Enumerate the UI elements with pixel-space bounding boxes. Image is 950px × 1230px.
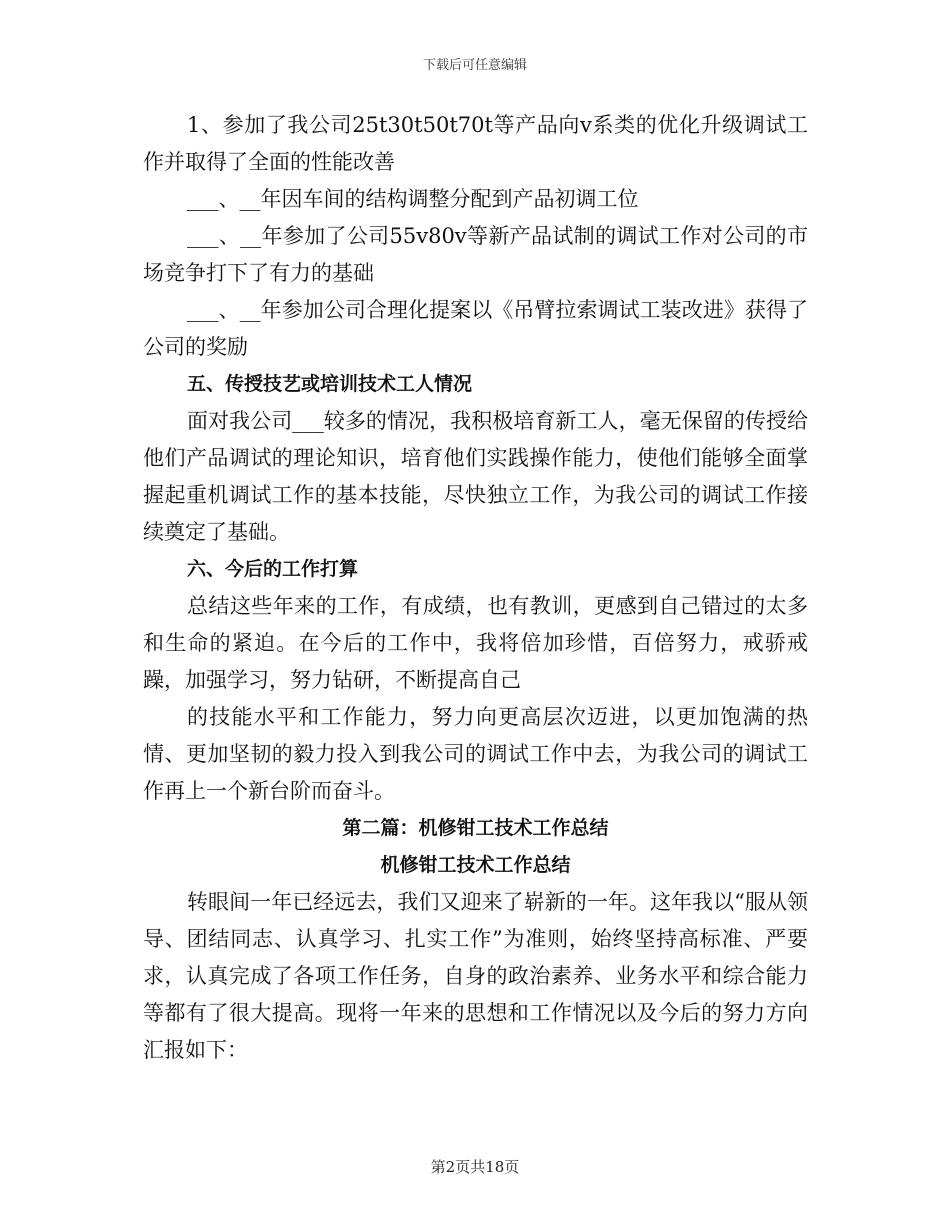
article-title: 机修钳工技术工作总结: [380, 854, 571, 876]
document-body: [143, 107, 808, 1069]
paragraph-item-3: ___、__年参加了公司55v80v等新产品试制的调试工作对公司的市场竞争打下了有力的基础: [143, 224, 808, 285]
section-heading-5: 五、传授技艺或培训技术工人情况: [187, 373, 473, 395]
page-footer: 第2页共18页: [430, 1158, 520, 1176]
chapter-title: 第二篇：机修钳工技术工作总结: [342, 817, 609, 839]
section-heading-6: 六、今后的工作打算: [187, 558, 359, 580]
paragraph-training: 面对我公司___较多的情况，我积极培育新工人，毫无保留的传授给他们产品调试的理论知识，培育他们实践操作能力，使他们能够全面掌握起重机调试工作的基本技能，尽快独立工作，为我公司的调试工作接续奠定了基础。: [143, 409, 808, 544]
paragraph-plan-1: 总结这些年来的工作，有成绩，也有教训，更感到自己错过的太多和生命的紧迫。在今后的工作中，我将倍加珍惜，百倍努力，戒骄戒躁，加强学习，努力钻研，不断提高自己: [143, 594, 808, 692]
paragraph-intro: 转眼间一年已经远去，我们又迎来了崭新的一年。这年我以“服从领导、团结同志、认真学习、扎实工作”为准则，始终坚持高标准、严要求，认真完成了各项工作任务，自身的政治素养、业务水平和综合能力等都有了很大提高。现将一年来的思想和工作情况以及今后的努力方向汇报如下：: [143, 890, 808, 1062]
paragraph-item-4: ___、__年参加公司合理化提案以《吊臂拉索调试工装改进》获得了公司的奖励: [143, 298, 808, 359]
paragraph-item-2: ___、__年因车间的结构调整分配到产品初调工位: [187, 187, 639, 211]
paragraph-plan-2: 的技能水平和工作能力，努力向更高层次迈进，以更加饱满的热情、更加坚韧的毅力投入到我公司的调试工作中去，为我公司的调试工作再上一个新台阶而奋斗。: [143, 705, 808, 803]
paragraph-item-1: 1、参加了我公司25t30t50t70t等产品向v系类的优化升级调试工作并取得了全面的性能改善: [143, 113, 808, 174]
page-header: 下载后可任意编辑: [422, 58, 527, 73]
